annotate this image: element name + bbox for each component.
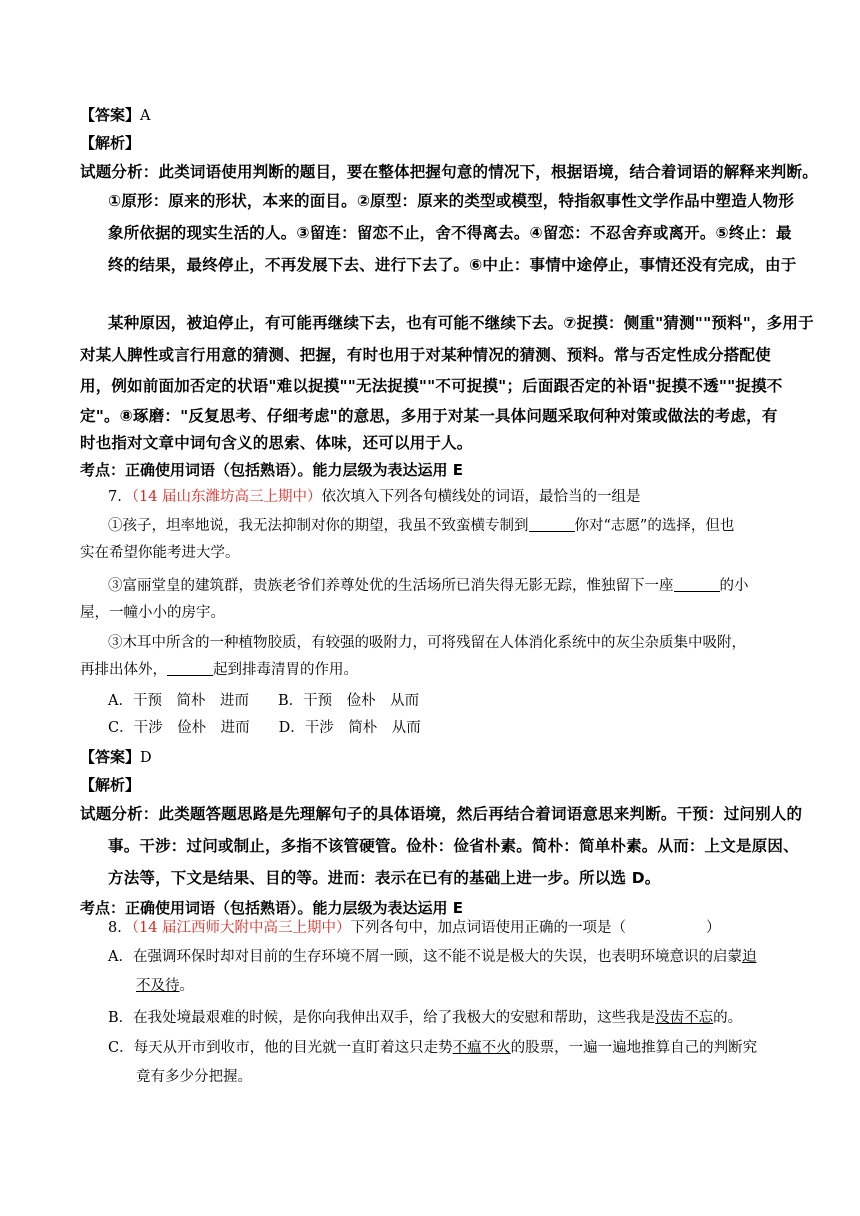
option-text: 的。 — [713, 1010, 743, 1026]
option-b — [108, 1007, 742, 1029]
analysis-text-line: 时也指对文章中词句含义的思索、体味，还可以用于人。 — [80, 434, 473, 452]
option-row-ab: A．干预 简朴 进而 B．干预 俭朴 从而 — [108, 693, 420, 709]
kaodian-line: 考点：正确使用词语（包括熟语）。能力层级为表达运用 E — [80, 899, 463, 917]
answer-value: D — [140, 750, 152, 766]
question-number: 8． — [108, 920, 132, 936]
analysis-text-line: 象所依据的现实生活的人。③留连：留恋不止，舍不得离去。④留恋：不忍舍弃或离开。⑤终止：最 — [108, 224, 792, 242]
paren-close: ） — [706, 920, 721, 936]
question-stem: 依次填入下列各句横线处的词语，最恰当的一组是 — [321, 489, 641, 505]
analysis-text-line: 试题分析：此类题答题思路是先理解句子的具体语境，然后再结合着词语意思来判断。干预：过问别人的 — [80, 805, 803, 823]
answer-value: A — [140, 108, 151, 124]
underlined-phrase: 不瘟不火 — [452, 1040, 511, 1056]
sentence-text: 起到排毒清胃的作用。 — [213, 662, 358, 678]
option-text: 。 — [179, 978, 194, 994]
analysis-text-line: 试题分析：此类词语使用判断的题目，要在整体把握句意的情况下，根据语境，结合着词语的解释来判断。 — [80, 163, 818, 181]
sentence-2 — [108, 575, 749, 597]
analysis-text-line: 方法等，下文是结果、目的等。进而：表示在已有的基础上进一步。所以选 D。 — [108, 869, 661, 887]
sentence-1 — [108, 515, 734, 537]
option-text: A．在强调环保时却对目前的生存环境不屑一顾，这不能不说是极大的失误，也表明环境意识的启蒙 — [108, 949, 742, 965]
sentence-text: 再排出体外， — [80, 662, 167, 678]
sentence-text: 你对“志愿”的选择，但也 — [574, 518, 735, 534]
answer-label: 【答案】 — [80, 106, 141, 124]
question-stem: 下列各句中，加点词语使用正确的一项是（ — [350, 920, 627, 936]
question-7-stem — [108, 486, 641, 508]
sentence-3-cont — [80, 659, 358, 681]
analysis-text-line: 用，例如前面加否定的状语"难以捉摸""无法捉摸""不可捉摸"；后面跟否定的补语"捉摸不透""捉摸不 — [80, 377, 783, 395]
option-text: 的股票，一遍一遍地推算自己的判断究 — [510, 1040, 758, 1056]
sentence-text: 的小 — [719, 578, 749, 594]
underlined-phrase: 迫 — [741, 949, 757, 965]
option-a — [108, 946, 756, 968]
underlined-phrase: 不及待 — [136, 978, 180, 994]
sentence-2-cont: 屋，一幢小小的房宇。 — [80, 605, 225, 621]
answer-line — [80, 104, 151, 127]
analysis-text-line: ①原形：原来的形状，本来的面目。②原型：原来的类型或模型，特指叙事性文学作品中塑造人物形 — [108, 192, 795, 210]
analysis-label: 【解析】 — [80, 776, 141, 794]
question-source: （14 届江西师大附中高三上期中） — [131, 920, 351, 936]
option-text: B．在我处境最艰难的时候，是你向我伸出双手，给了我极大的安慰和帮助，这些我是 — [108, 1010, 656, 1026]
analysis-text-line: 某种原因，被迫停止，有可能再继续下去，也有可能不继续下去。⑦捉摸：侧重"猜测""预料"，多用于 — [108, 314, 814, 332]
option-c-cont: 竟有多少分把握。 — [136, 1069, 252, 1085]
option-row-cd: C．干涉 俭朴 进而 D．干涉 简朴 从而 — [108, 720, 421, 736]
analysis-text-line: 终的结果，最终停止，不再发展下去、进行下去了。⑥中止：事情中途停止，事情还没有完成，由于 — [108, 256, 797, 274]
sentence-3: ③木耳中所含的一种植物胶质，有较强的吸附力，可将残留在人体消化系统中的灰尘杂质集中吸附， — [108, 635, 746, 651]
analysis-text-line: 定"。⑧琢磨："反复思考、仔细考虑"的意思，多用于对某一具体问题采取何种对策或做法的考虑，有 — [80, 407, 778, 425]
option-text: C．每天从开市到收市，他的目光就一直盯着这只走势 — [108, 1040, 453, 1056]
sentence-text: ①孩子，坦率地说，我无法抑制对你的期望，我虽不致蛮横专制到 — [108, 518, 529, 534]
sentence-text: ③富丽堂皇的建筑群，贵族老爷们养尊处优的生活场所已消失得无影无踪，惟独留下一座 — [108, 578, 674, 594]
analysis-text-line: 对某人脾性或言行用意的猜测、把握，有时也用于对某种情况的猜测、预料。常与否定性成分搭配使 — [80, 346, 771, 364]
analysis-text-line: 事。干涉：过问或制止，多指不该管硬管。俭朴：俭省朴素。简朴：简单朴素。从而：上文是原因、 — [108, 837, 799, 855]
answer-line — [80, 746, 152, 769]
question-8-stem — [108, 917, 721, 939]
kaodian-line: 考点：正确使用词语（包括熟语）。能力层级为表达运用 E — [80, 461, 463, 479]
analysis-label: 【解析】 — [80, 134, 141, 152]
option-a-cont — [136, 975, 194, 997]
fill-blank — [167, 661, 213, 676]
fill-blank — [674, 577, 720, 592]
sentence-1-cont: 实在希望你能考进大学。 — [80, 545, 240, 561]
answer-label: 【答案】 — [80, 748, 141, 766]
question-source: （14 届山东潍坊高三上期中） — [131, 489, 322, 505]
question-number: 7． — [108, 489, 132, 505]
underlined-phrase: 没齿不忘 — [655, 1010, 714, 1026]
option-c — [108, 1037, 757, 1059]
fill-blank — [529, 517, 575, 532]
